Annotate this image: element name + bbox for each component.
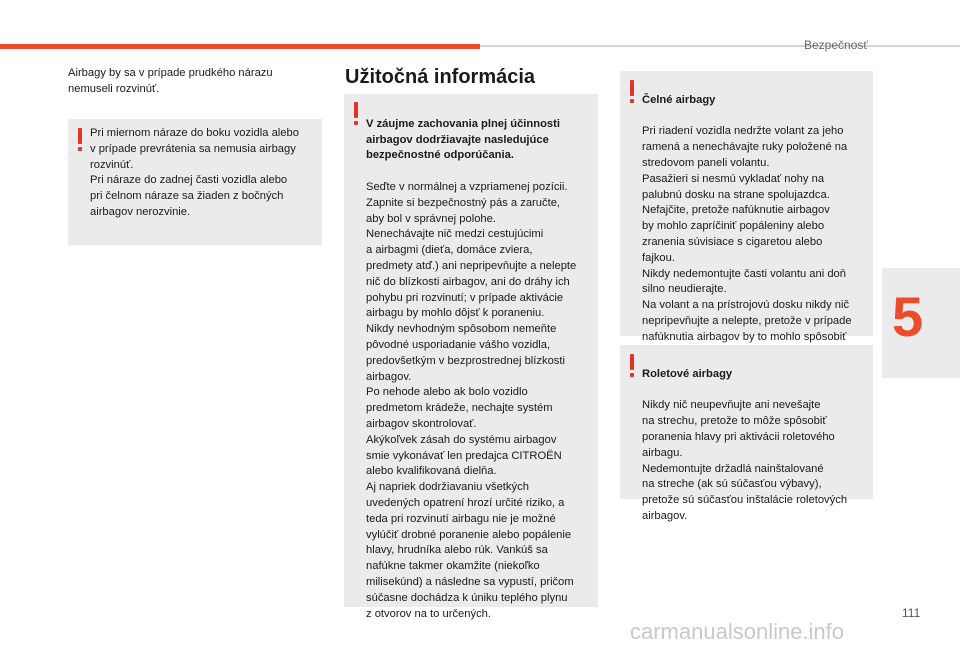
section-heading: Užitočná informácia <box>345 66 536 88</box>
warning-exclamation-icon <box>354 102 358 126</box>
warning-exclamation-icon <box>630 354 634 378</box>
chapter-number: 5 <box>892 285 924 348</box>
warning-title: Čelné airbagy <box>642 93 716 106</box>
page-number: 111 <box>902 606 921 620</box>
warning-title: Roletové airbagy <box>642 367 733 380</box>
warning-title: V záujme zachovania plnej účinnosti airbagov dodržiavajte nasledujúce bezpečnostné odporúčania. <box>366 117 560 162</box>
warning-exclamation-icon <box>78 128 82 152</box>
header-divider <box>480 45 960 47</box>
warning-box-full-effectiveness <box>344 94 598 620</box>
warning-box-side-impact <box>68 119 322 245</box>
warning-text: Pri riadení vozidla nedržte volant za jeho ramená a nenechávajte ruky položené na stredovom paneli volantu. Pasažieri si nesmú vykladať nohy na palubnú dosku na strane spolujazdca. Nefajčite, pretože nafúknutie airbagov by mohlo zapríčiniť popáleniny alebo zranenia súvisiace s cigaretou alebo fajkou. Nikdy nedemontujte časti volantu ani doň silno neudierajte. Na volant a na prístrojovú dosku nikdy nič nepripevňujte a nelepte, pretože v prípade nafúknutia airbagov by to mohlo spôsobiť <box>642 125 852 343</box>
warning-text: Nikdy nič neupevňujte ani nevešajte na strechu, pretože to môže spôsobiť poranenia hlavy pri aktivácii roletového airbagu. Nedemontujte držadlá nainštalované na streche (ak sú súčasťou výbavy), pretože sú súčasťou inštalácie roletových airbagov. <box>642 399 848 522</box>
header-accent-bar <box>0 44 480 49</box>
watermark: carmanualsonline.info <box>630 619 845 644</box>
warning-text: Seďte v normálnej a vzpriamenej pozícii. Zapnite si bezpečnostný pás a zaručte, aby bol v správnej polohe. Nenechávajte nič medzi cestujúcimi a airbagmi (dieťa, domáce zviera, predmety atď.) ani nepripevňujte a nelepte nič do blízkosti airbagov, ani do dráhy ich pohybu pri rozvinutí; v prípade aktivácie airbagu by mohlo dôjsť k poraneniu. Nikdy nevhodným spôsobom nemeňte pôvodné usporiadanie vášho vozidla, predovšetkým v bezprostrednej blízkosti airbagov. Po nehode alebo ak bolo vozidlo predmetom krádeže, nechajte systém airbagov skontrolovať. Akýkoľvek zásah do systému airbagov smie vykonávať len predajca CITROËN alebo kvalifikovaná dielňa. Aj napriek dodržiavaniu všetkých uvedených opatrení hrozí určité riziko, a teda pri rozvinutí airbagu nie je možné vylúčiť drobné poranenie alebo popálenie hlavy, hrudníka alebo rúk. Vankúš sa nafúkne takmer okamžite (niekoľko milisekúnd) a následne sa vypustí, pričom súčasne dochádza k úniku teplého plynu z otvorov na to určených. <box>366 180 577 620</box>
section-title: Bezpečnosť <box>804 38 868 52</box>
intro-paragraph: Airbagy by sa v prípade prudkého nárazu nemuseli rozvinúť. <box>68 67 273 95</box>
warning-exclamation-icon <box>630 80 634 104</box>
warning-box-curtain-airbags <box>620 345 873 522</box>
warning-text: Pri miernom náraze do boku vozidla alebo v prípade prevrátenia sa nemusia airbagy rozvinúť. Pri náraze do zadnej časti vozidla alebo pri čelnom náraze sa žiaden z bočných airbagov nerozvinie. <box>90 127 299 218</box>
warning-box-front-airbags <box>620 71 873 343</box>
